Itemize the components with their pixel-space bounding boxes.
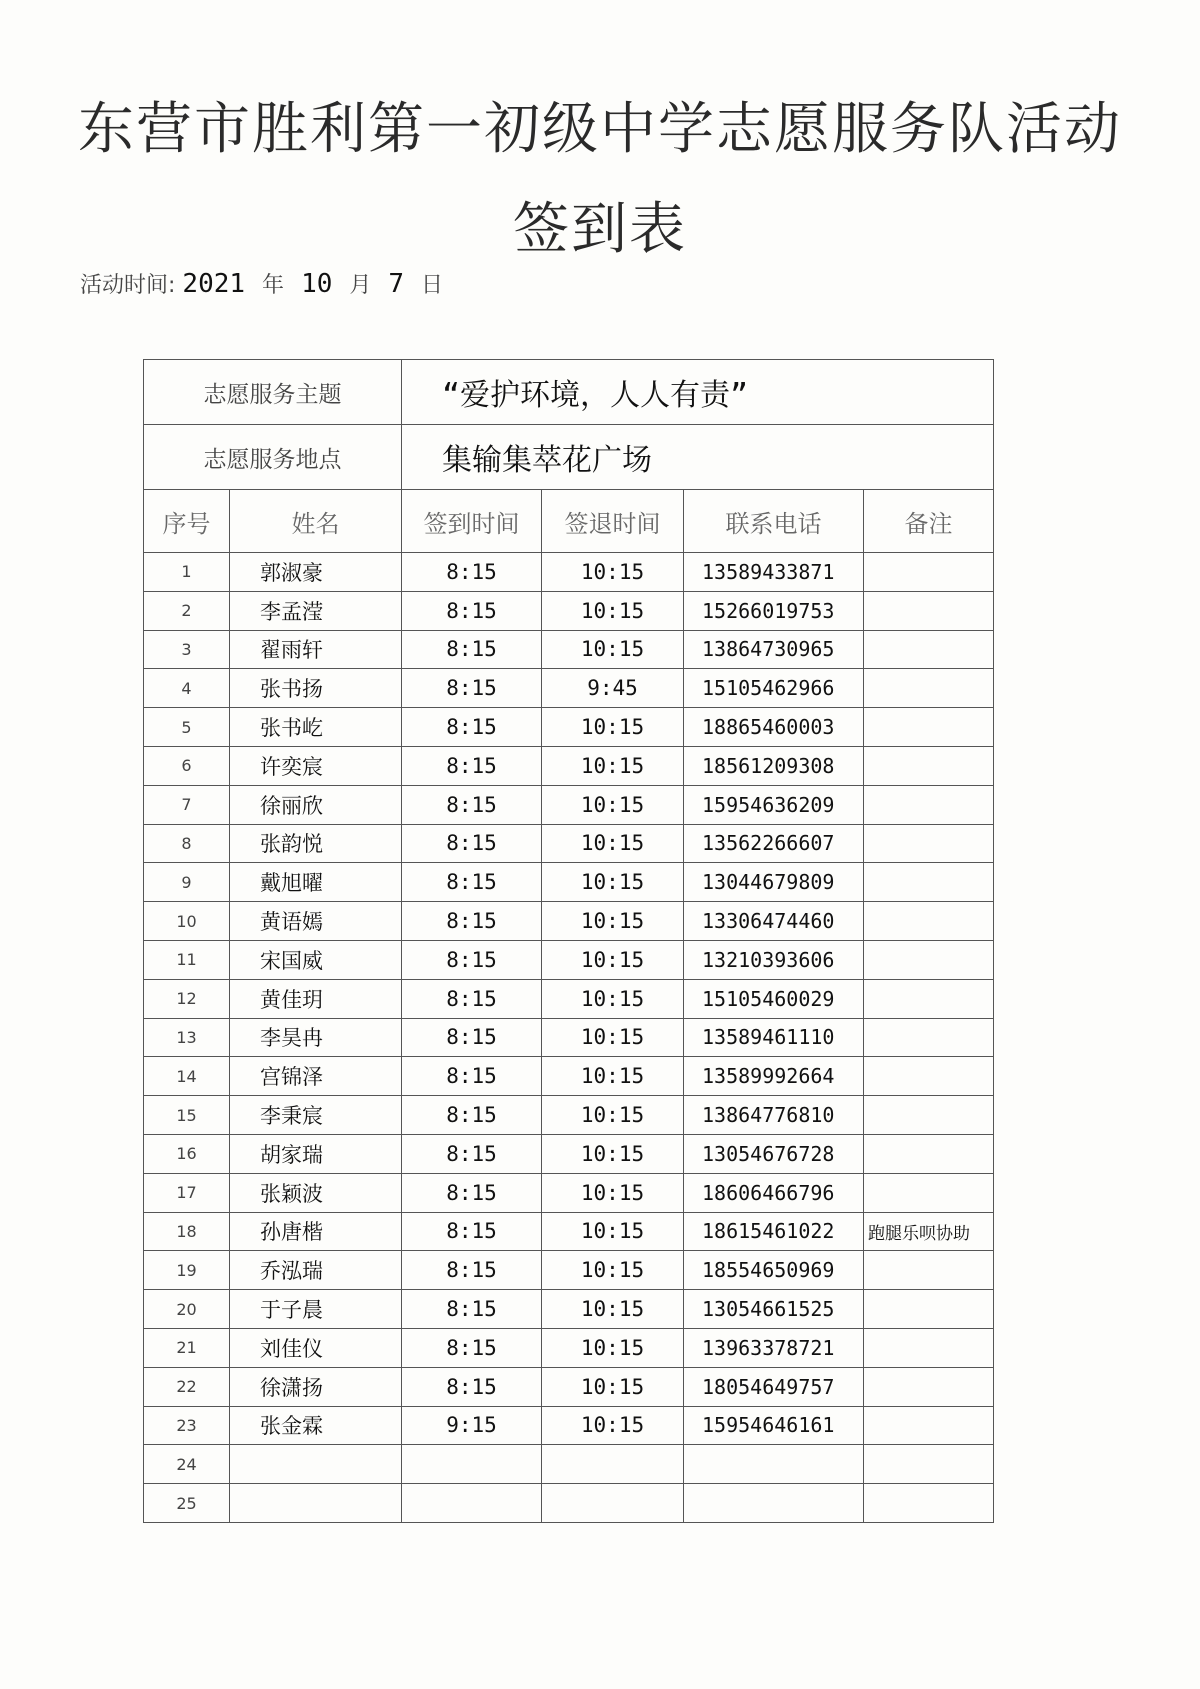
row-note (864, 1018, 994, 1057)
row-seq: 8 (144, 824, 230, 863)
row-name: 胡家瑞 (230, 1134, 402, 1173)
date-year: 2021 (182, 269, 246, 299)
table-row (144, 553, 994, 592)
row-note (864, 1484, 994, 1523)
row-phone: 15266019753 (684, 591, 864, 630)
row-sign-in-time: 8:15 (402, 1212, 542, 1251)
row-sign-in-time: 8:15 (402, 824, 542, 863)
date-month-unit: 月 (349, 273, 372, 298)
row-phone: 18561209308 (684, 746, 864, 785)
place-value: 集输集萃花广场 (402, 425, 994, 490)
row-sign-in-time: 8:15 (402, 1134, 542, 1173)
row-phone: 13589992664 (684, 1057, 864, 1096)
row-note (864, 1367, 994, 1406)
row-name: 宋国威 (230, 940, 402, 979)
row-sign-in-time: 8:15 (402, 630, 542, 669)
row-name: 李秉宸 (230, 1096, 402, 1135)
row-phone (684, 1484, 864, 1523)
row-phone: 13864730965 (684, 630, 864, 669)
row-note (864, 1406, 994, 1445)
row-seq: 10 (144, 902, 230, 941)
theme-value: “爱护环境，人人有责” (402, 360, 994, 425)
row-seq: 12 (144, 979, 230, 1018)
row-note (864, 1328, 994, 1367)
row-sign-out-time: 10:15 (542, 1173, 684, 1212)
row-name: 黄语嫣 (230, 902, 402, 941)
row-phone: 13864776810 (684, 1096, 864, 1135)
row-name: 宫锦泽 (230, 1057, 402, 1096)
row-note (864, 708, 994, 747)
row-phone: 13589433871 (684, 553, 864, 592)
row-sign-out-time: 10:15 (542, 1251, 684, 1290)
theme-row (144, 360, 994, 425)
row-phone: 13589461110 (684, 1018, 864, 1057)
row-name: 孙唐楷 (230, 1212, 402, 1251)
row-seq: 3 (144, 630, 230, 669)
row-sign-out-time: 10:15 (542, 1212, 684, 1251)
row-phone: 13963378721 (684, 1328, 864, 1367)
date-year-unit: 年 (262, 273, 285, 298)
row-seq: 18 (144, 1212, 230, 1251)
table-row (144, 1212, 994, 1251)
date-day: 7 (388, 269, 405, 299)
row-seq: 14 (144, 1057, 230, 1096)
row-name: 徐丽欣 (230, 785, 402, 824)
row-seq: 13 (144, 1018, 230, 1057)
table-row (144, 1018, 994, 1057)
row-sign-out-time: 10:15 (542, 746, 684, 785)
row-phone: 13306474460 (684, 902, 864, 941)
row-sign-in-time: 8:15 (402, 1290, 542, 1329)
table-row (144, 1096, 994, 1135)
activity-date (80, 268, 453, 299)
row-sign-in-time: 8:15 (402, 863, 542, 902)
row-name: 张颖波 (230, 1173, 402, 1212)
table-row (144, 1328, 994, 1367)
row-note (864, 669, 994, 708)
row-sign-in-time: 8:15 (402, 1057, 542, 1096)
row-phone: 13210393606 (684, 940, 864, 979)
table-row (144, 824, 994, 863)
header-sign-in-time: 签到时间 (402, 490, 542, 553)
row-name: 于子晨 (230, 1290, 402, 1329)
row-sign-in-time: 8:15 (402, 1328, 542, 1367)
row-phone: 15105462966 (684, 669, 864, 708)
row-sign-in-time: 8:15 (402, 1018, 542, 1057)
row-phone: 13054676728 (684, 1134, 864, 1173)
row-phone: 18054649757 (684, 1367, 864, 1406)
place-label: 志愿服务地点 (144, 425, 402, 490)
row-seq: 9 (144, 863, 230, 902)
row-sign-in-time: 8:15 (402, 979, 542, 1018)
row-sign-in-time (402, 1445, 542, 1484)
row-name: 张书屹 (230, 708, 402, 747)
row-sign-out-time: 10:15 (542, 824, 684, 863)
row-seq: 21 (144, 1328, 230, 1367)
row-phone: 15105460029 (684, 979, 864, 1018)
row-note (864, 1173, 994, 1212)
table-row (144, 1290, 994, 1329)
column-header-row (144, 490, 994, 553)
row-sign-in-time: 8:15 (402, 708, 542, 747)
row-sign-out-time (542, 1484, 684, 1523)
row-seq: 7 (144, 785, 230, 824)
row-phone: 13562266607 (684, 824, 864, 863)
header-note: 备注 (864, 490, 994, 553)
row-sign-in-time: 8:15 (402, 785, 542, 824)
row-phone: 18865460003 (684, 708, 864, 747)
row-note (864, 746, 994, 785)
row-name: 张书扬 (230, 669, 402, 708)
row-sign-in-time: 8:15 (402, 1173, 542, 1212)
row-seq: 15 (144, 1096, 230, 1135)
row-sign-in-time (402, 1484, 542, 1523)
row-sign-in-time: 8:15 (402, 669, 542, 708)
row-sign-out-time: 10:15 (542, 1367, 684, 1406)
row-name: 翟雨轩 (230, 630, 402, 669)
date-day-unit: 日 (421, 273, 444, 298)
place-row (144, 425, 994, 490)
row-note (864, 902, 994, 941)
row-name: 乔泓瑞 (230, 1251, 402, 1290)
row-seq: 25 (144, 1484, 230, 1523)
row-seq: 11 (144, 940, 230, 979)
header-sign-out-time: 签退时间 (542, 490, 684, 553)
row-name: 郭淑豪 (230, 553, 402, 592)
row-sign-in-time: 9:15 (402, 1406, 542, 1445)
row-note (864, 785, 994, 824)
row-sign-out-time: 10:15 (542, 591, 684, 630)
row-seq: 23 (144, 1406, 230, 1445)
table-row (144, 746, 994, 785)
row-seq: 5 (144, 708, 230, 747)
row-seq: 16 (144, 1134, 230, 1173)
table-row (144, 591, 994, 630)
row-note (864, 1445, 994, 1484)
row-note (864, 1096, 994, 1135)
row-sign-out-time: 10:15 (542, 863, 684, 902)
row-phone: 18615461022 (684, 1212, 864, 1251)
table-row (144, 1367, 994, 1406)
row-name: 刘佳仪 (230, 1328, 402, 1367)
row-sign-out-time: 10:15 (542, 553, 684, 592)
header-seq: 序号 (144, 490, 230, 553)
row-name: 徐潇扬 (230, 1367, 402, 1406)
table-row (144, 1134, 994, 1173)
row-note: 跑腿乐呗协助 (864, 1212, 994, 1251)
row-seq: 19 (144, 1251, 230, 1290)
table-row (144, 708, 994, 747)
row-sign-out-time: 10:15 (542, 902, 684, 941)
table-row (144, 669, 994, 708)
table-row (144, 902, 994, 941)
row-seq: 6 (144, 746, 230, 785)
row-seq: 2 (144, 591, 230, 630)
row-sign-out-time: 10:15 (542, 1096, 684, 1135)
row-note (864, 863, 994, 902)
row-seq: 4 (144, 669, 230, 708)
row-note (864, 591, 994, 630)
theme-label: 志愿服务主题 (144, 360, 402, 425)
row-sign-out-time: 10:15 (542, 1406, 684, 1445)
row-sign-out-time: 10:15 (542, 630, 684, 669)
row-sign-out-time: 10:15 (542, 940, 684, 979)
row-name: 许奕宸 (230, 746, 402, 785)
row-phone: 15954636209 (684, 785, 864, 824)
date-month: 10 (301, 269, 333, 299)
table-row (144, 1484, 994, 1523)
row-sign-in-time: 8:15 (402, 746, 542, 785)
row-sign-in-time: 8:15 (402, 1096, 542, 1135)
row-phone (684, 1445, 864, 1484)
row-sign-out-time: 9:45 (542, 669, 684, 708)
row-name: 李孟滢 (230, 591, 402, 630)
row-name: 黄佳玥 (230, 979, 402, 1018)
row-sign-out-time: 10:15 (542, 979, 684, 1018)
row-name: 张金霖 (230, 1406, 402, 1445)
row-sign-out-time: 10:15 (542, 708, 684, 747)
row-sign-in-time: 8:15 (402, 902, 542, 941)
header-name: 姓名 (230, 490, 402, 553)
row-name (230, 1484, 402, 1523)
row-sign-out-time: 10:15 (542, 1328, 684, 1367)
table-row (144, 863, 994, 902)
table-row (144, 940, 994, 979)
row-seq: 22 (144, 1367, 230, 1406)
row-note (864, 630, 994, 669)
row-name: 张韵悦 (230, 824, 402, 863)
row-seq: 24 (144, 1445, 230, 1484)
row-seq: 17 (144, 1173, 230, 1212)
row-sign-in-time: 8:15 (402, 940, 542, 979)
row-sign-in-time: 8:15 (402, 1367, 542, 1406)
row-note (864, 979, 994, 1018)
row-sign-in-time: 8:15 (402, 553, 542, 592)
row-name: 戴旭曜 (230, 863, 402, 902)
row-sign-in-time: 8:15 (402, 591, 542, 630)
row-note (864, 553, 994, 592)
row-note (864, 1057, 994, 1096)
row-name: 李昊冉 (230, 1018, 402, 1057)
row-sign-out-time: 10:15 (542, 1057, 684, 1096)
row-note (864, 1134, 994, 1173)
row-phone: 18554650969 (684, 1251, 864, 1290)
sign-in-table (143, 359, 994, 1523)
row-note (864, 824, 994, 863)
row-sign-out-time: 10:15 (542, 1290, 684, 1329)
date-label: 活动时间: (80, 273, 176, 298)
table-row (144, 1445, 994, 1484)
table-row (144, 785, 994, 824)
row-note (864, 940, 994, 979)
row-note (864, 1290, 994, 1329)
table-row (144, 979, 994, 1018)
row-name (230, 1445, 402, 1484)
header-phone: 联系电话 (684, 490, 864, 553)
table-row (144, 1173, 994, 1212)
table-row (144, 630, 994, 669)
table-row (144, 1251, 994, 1290)
row-sign-out-time: 10:15 (542, 1134, 684, 1173)
row-phone: 13054661525 (684, 1290, 864, 1329)
row-seq: 20 (144, 1290, 230, 1329)
row-seq: 1 (144, 553, 230, 592)
row-phone: 13044679809 (684, 863, 864, 902)
row-sign-out-time: 10:15 (542, 785, 684, 824)
table-row (144, 1406, 994, 1445)
row-phone: 18606466796 (684, 1173, 864, 1212)
page-title: 东营市胜利第一初级中学志愿服务队活动签到表 (78, 97, 1122, 262)
row-sign-out-time (542, 1445, 684, 1484)
row-phone: 15954646161 (684, 1406, 864, 1445)
row-sign-in-time: 8:15 (402, 1251, 542, 1290)
table-row (144, 1057, 994, 1096)
row-sign-out-time: 10:15 (542, 1018, 684, 1057)
row-note (864, 1251, 994, 1290)
